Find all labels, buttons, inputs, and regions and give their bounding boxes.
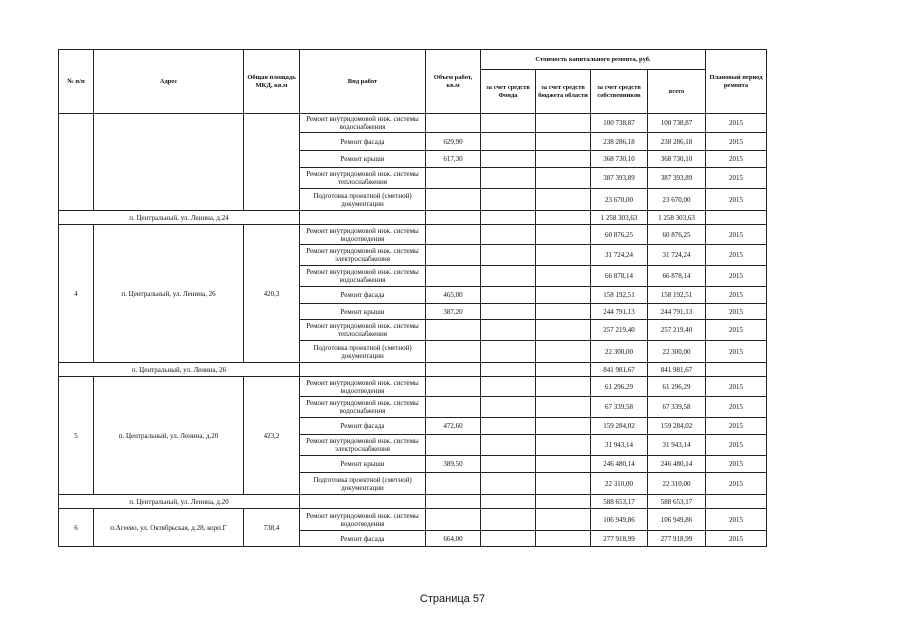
cell-volume xyxy=(426,245,481,266)
cell-work: Ремонт внутридомовой инж. системы водоснабжения xyxy=(300,397,426,418)
cell-owners: 31 724,24 xyxy=(591,245,648,266)
cell-address: п. Центральный, ул. Ленина, д.20 xyxy=(94,377,244,495)
cell-total: 66 878,14 xyxy=(648,266,706,287)
cell-volume: 465,00 xyxy=(426,287,481,304)
cell-address: п. Центральный, ул. Ленина, 26 xyxy=(94,225,244,363)
cell-period: 2015 xyxy=(706,473,767,495)
cell-work: Подготовка проектной (сметной) документации xyxy=(300,189,426,211)
cell-area: 738,4 xyxy=(244,509,300,547)
cell-work: Ремонт крыши xyxy=(300,304,426,320)
cell-period xyxy=(706,363,767,377)
cell-work: Ремонт фасада xyxy=(300,133,426,151)
cell-period: 2015 xyxy=(706,168,767,189)
cell-region xyxy=(536,341,591,363)
cell-volume: 387,20 xyxy=(426,304,481,320)
cell-num: 6 xyxy=(59,509,94,547)
subtotal-owners: 588 653,17 xyxy=(591,495,648,509)
cell-volume: 629,90 xyxy=(426,133,481,151)
cell-region xyxy=(536,418,591,435)
cell-total: 22 310,00 xyxy=(648,473,706,495)
cell-work: Ремонт фасада xyxy=(300,531,426,547)
cell-work: Подготовка проектной (сметной) документации xyxy=(300,341,426,363)
cell-period: 2015 xyxy=(706,320,767,341)
cell-fund xyxy=(481,418,536,435)
cell-work: Ремонт внутридомовой инж. системы водоотведения xyxy=(300,509,426,531)
cell-owners: 100 738,87 xyxy=(591,114,648,133)
cell-fund xyxy=(481,151,536,168)
cell-volume xyxy=(426,495,481,509)
cell-total: 100 738,87 xyxy=(648,114,706,133)
cell-region xyxy=(536,133,591,151)
cell-total: 31 943,14 xyxy=(648,435,706,456)
cell-region xyxy=(536,495,591,509)
header-work: Вид работ xyxy=(300,50,426,114)
cell-volume: 617,30 xyxy=(426,151,481,168)
cell-period: 2015 xyxy=(706,304,767,320)
cell-region xyxy=(536,397,591,418)
cell-fund xyxy=(481,287,536,304)
cell-work: Ремонт крыши xyxy=(300,151,426,168)
cell-total: 67 339,58 xyxy=(648,397,706,418)
cell-volume xyxy=(426,473,481,495)
cell-region xyxy=(536,473,591,495)
header-cost-group: Стоимость капитального ремонта, руб. xyxy=(481,50,706,70)
header-volume: Объем работ, кв.м xyxy=(426,50,481,114)
cell-total: 368 730,10 xyxy=(648,151,706,168)
cell-region xyxy=(536,287,591,304)
cell-fund xyxy=(481,456,536,473)
header-owners: за счет средств собственников xyxy=(591,70,648,114)
cell-fund xyxy=(481,320,536,341)
cell-period: 2015 xyxy=(706,266,767,287)
cell-area: 423,2 xyxy=(244,377,300,495)
cell-fund xyxy=(481,304,536,320)
cell-address: п.Агеево, ул. Октябрьская, д.28, корп.Г xyxy=(94,509,244,547)
cell-period: 2015 xyxy=(706,225,767,245)
cell-region xyxy=(536,531,591,547)
cell-owners: 244 791,13 xyxy=(591,304,648,320)
cell-work: Ремонт внутридомовой инж. системы электроснабжения xyxy=(300,245,426,266)
cell-owners: 60 876,25 xyxy=(591,225,648,245)
cell-work xyxy=(300,363,426,377)
cell-fund xyxy=(481,341,536,363)
cell-period: 2015 xyxy=(706,341,767,363)
subtotal-total: 841 981,67 xyxy=(648,363,706,377)
cell-owners: 61 296,29 xyxy=(591,377,648,397)
cell-total: 257 219,40 xyxy=(648,320,706,341)
cell-owners: 238 286,18 xyxy=(591,133,648,151)
cell-work: Ремонт внутридомовой инж. системы водоотведения xyxy=(300,225,426,245)
cell-fund xyxy=(481,377,536,397)
cell-total: 238 286,18 xyxy=(648,133,706,151)
subtotal-owners: 1 258 303,63 xyxy=(591,211,648,225)
header-period: Плановый период ремонта xyxy=(706,50,767,114)
cell-fund xyxy=(481,225,536,245)
cell-fund xyxy=(481,168,536,189)
cell-num: 5 xyxy=(59,377,94,495)
cell-fund xyxy=(481,211,536,225)
cell-volume xyxy=(426,225,481,245)
cell-fund xyxy=(481,363,536,377)
cell-fund xyxy=(481,245,536,266)
subtotal-address: п. Центральный, ул. Ленина, 26 xyxy=(59,363,300,377)
cell-owners: 22 300,00 xyxy=(591,341,648,363)
cell-total: 159 284,02 xyxy=(648,418,706,435)
header-region: за счет средств бюджета области xyxy=(536,70,591,114)
cell-work: Ремонт внутридомовой инж. системы водоотведения xyxy=(300,377,426,397)
cell-volume xyxy=(426,509,481,531)
cell-period: 2015 xyxy=(706,189,767,211)
cell-total: 244 791,13 xyxy=(648,304,706,320)
cell-volume xyxy=(426,397,481,418)
cell-owners: 31 943,14 xyxy=(591,435,648,456)
cell-period: 2015 xyxy=(706,418,767,435)
header-fund: за счет средств Фонда xyxy=(481,70,536,114)
cell-work: Ремонт внутридомовой инж. системы электроснабжения xyxy=(300,435,426,456)
cell-region xyxy=(536,225,591,245)
cell-num xyxy=(59,114,94,211)
cell-volume: 389,50 xyxy=(426,456,481,473)
cell-owners: 257 219,40 xyxy=(591,320,648,341)
cell-volume xyxy=(426,114,481,133)
cell-region xyxy=(536,266,591,287)
cell-owners: 22 310,00 xyxy=(591,473,648,495)
cell-volume xyxy=(426,341,481,363)
cell-period xyxy=(706,495,767,509)
cell-volume xyxy=(426,377,481,397)
cell-owners: 23 670,00 xyxy=(591,189,648,211)
cell-fund xyxy=(481,114,536,133)
cell-owners: 368 730,10 xyxy=(591,151,648,168)
cell-volume xyxy=(426,435,481,456)
cell-total: 22 300,00 xyxy=(648,341,706,363)
header-num: № п/п xyxy=(59,50,94,114)
cell-total: 158 192,51 xyxy=(648,287,706,304)
cell-period xyxy=(706,211,767,225)
cell-period: 2015 xyxy=(706,509,767,531)
cell-fund xyxy=(481,435,536,456)
cell-volume xyxy=(426,168,481,189)
cell-fund xyxy=(481,509,536,531)
cell-region xyxy=(536,377,591,397)
cell-period: 2015 xyxy=(706,114,767,133)
cell-owners: 246 480,14 xyxy=(591,456,648,473)
cell-owners: 387 393,89 xyxy=(591,168,648,189)
cell-region xyxy=(536,509,591,531)
cell-work: Ремонт внутридомовой инж. системы водоснабжения xyxy=(300,114,426,133)
cell-fund xyxy=(481,531,536,547)
cell-work: Ремонт крыши xyxy=(300,456,426,473)
cell-period: 2015 xyxy=(706,456,767,473)
subtotal-total: 588 653,17 xyxy=(648,495,706,509)
cell-total: 61 296,29 xyxy=(648,377,706,397)
page-number: Страница 57 xyxy=(419,593,486,605)
cell-owners: 67 339,58 xyxy=(591,397,648,418)
cell-total: 23 670,00 xyxy=(648,189,706,211)
cell-region xyxy=(536,456,591,473)
capital-repair-table xyxy=(58,49,767,547)
cell-fund xyxy=(481,495,536,509)
cell-region xyxy=(536,151,591,168)
cell-period: 2015 xyxy=(706,287,767,304)
subtotal-owners: 841 981,67 xyxy=(591,363,648,377)
cell-total: 106 949,86 xyxy=(648,509,706,531)
cell-period: 2015 xyxy=(706,397,767,418)
cell-work: Ремонт внутридомовой инж. системы теплоснабжения xyxy=(300,320,426,341)
cell-work: Ремонт фасада xyxy=(300,418,426,435)
cell-region xyxy=(536,189,591,211)
cell-region xyxy=(536,245,591,266)
cell-period: 2015 xyxy=(706,435,767,456)
cell-period: 2015 xyxy=(706,245,767,266)
cell-volume: 472,60 xyxy=(426,418,481,435)
cell-work: Ремонт внутридомовой инж. системы теплоснабжения xyxy=(300,168,426,189)
cell-address xyxy=(94,114,244,211)
cell-region xyxy=(536,211,591,225)
cell-work xyxy=(300,495,426,509)
cell-total: 31 724,24 xyxy=(648,245,706,266)
cell-total: 60 876,25 xyxy=(648,225,706,245)
cell-area xyxy=(244,114,300,211)
header-address: Адрес xyxy=(94,50,244,114)
cell-owners: 277 918,99 xyxy=(591,531,648,547)
cell-volume xyxy=(426,363,481,377)
cell-region xyxy=(536,435,591,456)
cell-area: 420,3 xyxy=(244,225,300,363)
cell-owners: 159 284,02 xyxy=(591,418,648,435)
cell-region xyxy=(536,363,591,377)
cell-volume xyxy=(426,211,481,225)
cell-total: 246 480,14 xyxy=(648,456,706,473)
cell-volume xyxy=(426,189,481,211)
cell-work: Подготовка проектной (сметной) документации xyxy=(300,473,426,495)
cell-fund xyxy=(481,189,536,211)
cell-region xyxy=(536,304,591,320)
cell-num: 4 xyxy=(59,225,94,363)
cell-region xyxy=(536,114,591,133)
cell-volume xyxy=(426,320,481,341)
cell-total: 387 393,89 xyxy=(648,168,706,189)
cell-fund xyxy=(481,397,536,418)
cell-region xyxy=(536,320,591,341)
cell-fund xyxy=(481,133,536,151)
cell-period: 2015 xyxy=(706,151,767,168)
subtotal-address: п. Центральный, ул. Ленина, д.24 xyxy=(59,211,300,225)
header-total: всего xyxy=(648,70,706,114)
subtotal-address: п. Центральный, ул. Ленина, д.20 xyxy=(59,495,300,509)
header-area: Общая площадь МКД, кв.м xyxy=(244,50,300,114)
cell-volume: 664,00 xyxy=(426,531,481,547)
cell-owners: 158 192,51 xyxy=(591,287,648,304)
subtotal-total: 1 258 303,63 xyxy=(648,211,706,225)
cell-owners: 66 878,14 xyxy=(591,266,648,287)
cell-volume xyxy=(426,266,481,287)
cell-owners: 106 949,86 xyxy=(591,509,648,531)
cell-fund xyxy=(481,473,536,495)
cell-work: Ремонт фасада xyxy=(300,287,426,304)
cell-fund xyxy=(481,266,536,287)
cell-period: 2015 xyxy=(706,531,767,547)
cell-total: 277 918,99 xyxy=(648,531,706,547)
cell-region xyxy=(536,168,591,189)
cell-period: 2015 xyxy=(706,133,767,151)
cell-work: Ремонт внутридомовой инж. системы водоснабжения xyxy=(300,266,426,287)
cell-work xyxy=(300,211,426,225)
cell-period: 2015 xyxy=(706,377,767,397)
